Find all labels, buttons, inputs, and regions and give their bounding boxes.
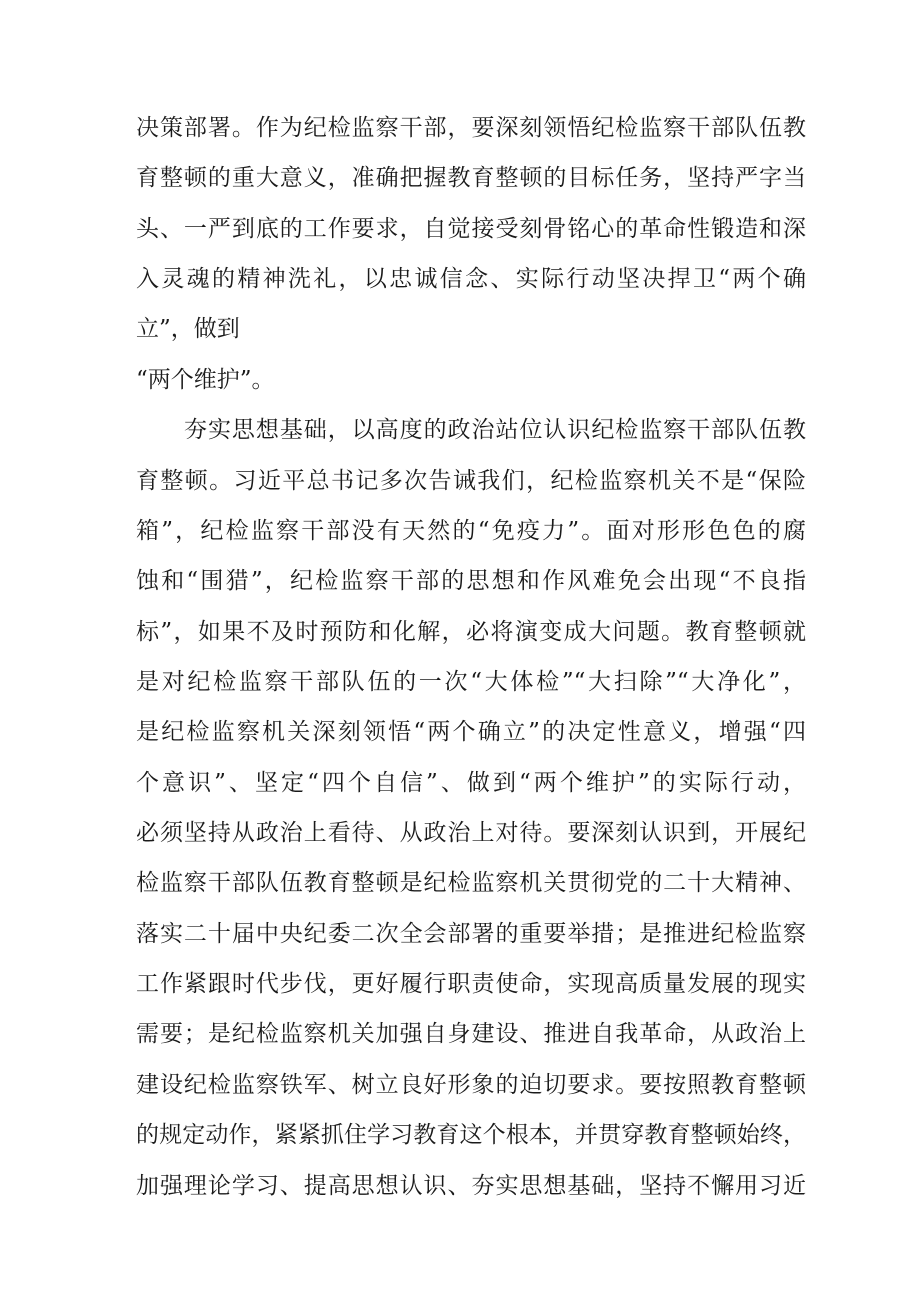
text-line: 头、一严到底的工作要求，自觉接受刻骨铭心的革命性锻造和深 — [136, 216, 806, 242]
text-line: 入灵魂的精神洗礼，以忠诚信念、实际行动坚决捍卫“两个确 — [136, 266, 806, 292]
text-line: 必须坚持从政治上看待、从政治上对待。要深刻认识到，开展纪 — [136, 820, 806, 846]
text-line: 加强理论学习、提高思想认识、夯实思想基础，坚持不懈用习近 — [136, 1173, 806, 1199]
text-line: 落实二十届中央纪委二次全会部署的重要举措；是推进纪检监察 — [136, 921, 806, 947]
text-line: 标”，如果不及时预防和化解，必将演变成大问题。教育整顿就 — [136, 619, 806, 645]
text-line: “两个维护”。 — [136, 367, 275, 393]
text-line: 个意识”、坚定“四个自信”、做到“两个维护”的实际行动， — [136, 770, 806, 796]
text-line: 育整顿的重大意义，准确把握教育整顿的目标任务，坚持严字当 — [136, 165, 806, 191]
text-line: 箱”，纪检监察干部没有天然的“免疫力”。面对形形色色的腐 — [136, 518, 806, 544]
paragraph-first-line: 夯实思想基础，以高度的政治站位认识纪检监察干部队伍教 — [184, 417, 806, 443]
text-line: 检监察干部队伍教育整顿是纪检监察机关贯彻党的二十大精神、 — [136, 870, 806, 896]
text-line: 蚀和“围猎”，纪检监察干部的思想和作风难免会出现“不良指 — [136, 568, 806, 594]
text-line: 是纪检监察机关深刻领悟“两个确立”的决定性意义，增强“四 — [136, 719, 806, 745]
text-line: 工作紧跟时代步伐，更好履行职责使命，实现高质量发展的现实 — [136, 971, 806, 997]
text-line: 是对纪检监察干部队伍的一次“大体检”“大扫除”“大净化”， — [136, 669, 806, 695]
text-line: 育整顿。习近平总书记多次告诫我们，纪检监察机关不是“保险 — [136, 468, 806, 494]
text-line: 决策部署。作为纪检监察干部，要深刻领悟纪检监察干部队伍教 — [136, 115, 806, 141]
text-line: 需要；是纪检监察机关加强自身建设、推进自我革命，从政治上 — [136, 1021, 806, 1047]
text-line: 立”，做到 — [136, 316, 240, 342]
text-line: 的规定动作，紧紧抓住学习教育这个根本，并贯穿教育整顿始终， — [136, 1122, 806, 1148]
text-line: 建设纪检监察铁军、树立良好形象的迫切要求。要按照教育整顿 — [136, 1072, 806, 1098]
